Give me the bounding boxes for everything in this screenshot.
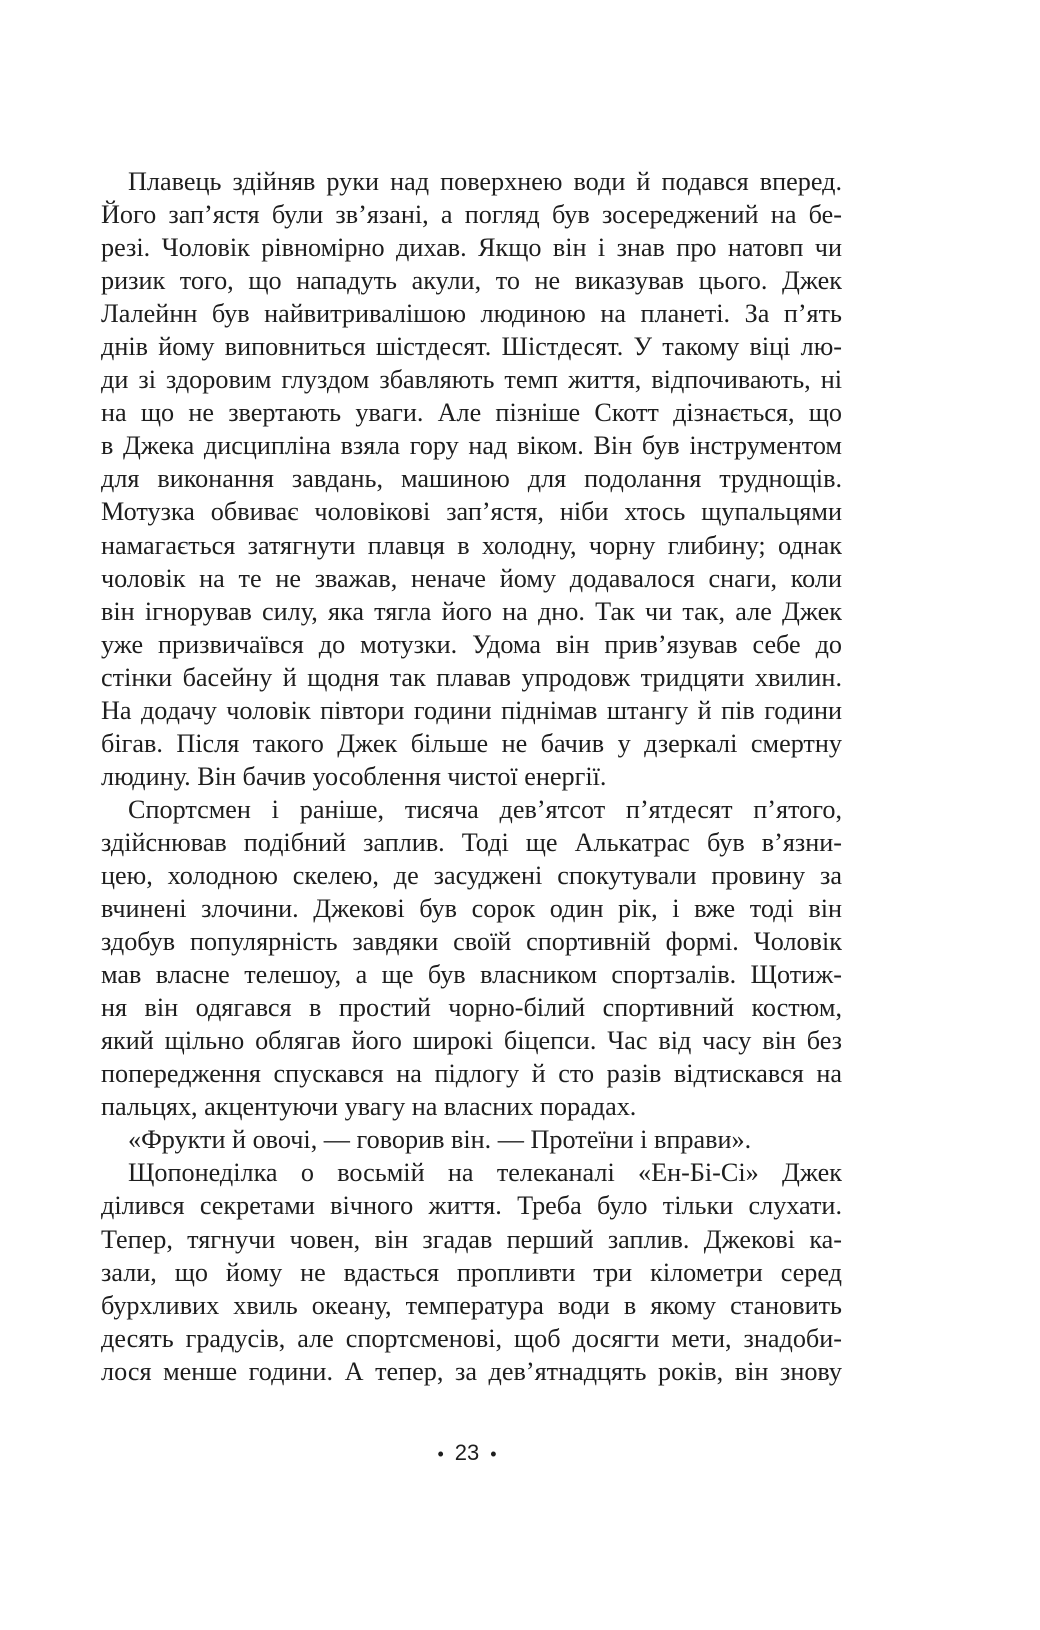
body-text — [101, 165, 842, 1388]
text-line: Плавець здійняв руки над поверхнею води й подався вперед. — [128, 167, 842, 196]
page-number: 23 — [454, 1440, 480, 1465]
paragraph — [101, 793, 842, 1123]
paragraph — [101, 1123, 842, 1156]
text-line: уже призвичаївся до мотузки. Удома він прив’язував себе до — [101, 629, 842, 659]
text-line: для виконання завдань, машиною для подолання труднощів. — [101, 464, 842, 494]
text-line: Його зап’ястя були зв’язані, а погляд був зосереджений на бе- — [101, 200, 842, 230]
text-line: зали, що йому не вдасться пропливти три кілометри серед — [101, 1257, 842, 1287]
text-line: цею, холодною скелею, де засуджені спокутували провину за — [101, 860, 842, 890]
text-line: На додачу чоловік півтори години піднімав штангу й пів години — [101, 695, 842, 725]
text-line: бігав. Після такого Джек більше не бачив у дзеркалі смертну — [101, 728, 842, 758]
text-line: чоловік на те не зважав, неначе йому додавалося снаги, коли — [101, 563, 842, 593]
text-line: людину. Він бачив уособлення чистої енергії. — [101, 761, 607, 791]
text-line: Спортсмен і раніше, тисяча дев’ятсот п’ятдесят п’ятого, — [128, 794, 842, 824]
text-line: здобув популярність завдяки своїй спортивній формі. Чоловік — [101, 927, 842, 957]
text-line: стінки басейну й щодня так плавав упродовж тридцяти хвилин. — [101, 662, 842, 692]
text-line: мав власне телешоу, а ще був власником спортзалів. Щотиж- — [101, 960, 842, 990]
text-line: намагається затягнути плавця в холодну, чорну глибину; однак — [101, 530, 842, 560]
text-line: на що не звертають уваги. Але пізніше Скотт дізнається, що — [101, 398, 842, 428]
text-line: в Джека дисципліна взяла гору над віком. Він був інструментом — [101, 431, 842, 461]
text-line: вчинені злочини. Джекові був сорок один рік, і вже тоді він — [101, 894, 842, 924]
text-line: Лалейнн був найвитривалішою людиною на планеті. За п’ять — [101, 299, 842, 329]
paragraph — [101, 165, 842, 793]
text-line: ділився секретами вічного життя. Треба було тільки слухати. — [101, 1191, 842, 1221]
text-line: лося менше години. А тепер, за дев’ятнадцять років, він знову — [101, 1356, 842, 1386]
text-line: ризик того, що нападуть акули, то не виказував цього. Джек — [101, 266, 842, 296]
paragraph — [101, 1156, 842, 1387]
text-line: попередження спускався на підлогу й сто разів відтискався на — [101, 1059, 842, 1089]
text-line: днів йому виповниться шістдесят. Шістдесят. У такому віці лю- — [101, 332, 842, 362]
text-line: який щільно облягав його широкі біцепси. Час від часу він без — [101, 1026, 842, 1056]
text-line: десять градусів, але спортсменові, щоб досягти мети, знадоби- — [101, 1323, 842, 1353]
text-line: бурхливих хвиль океану, температура води в якому становить — [101, 1290, 842, 1320]
text-line: Мотузка обвиває чоловікові зап’ястя, ніби хтось щупальцями — [101, 497, 842, 527]
text-line: пальцях, акцентуючи увагу на власних порадах. — [101, 1092, 637, 1122]
text-line: ди зі здоровим глуздом збавляють темп життя, відпочивають, ні — [101, 365, 842, 395]
page-number-bullet-right: • — [490, 1444, 497, 1464]
page-number-bullet-left: • — [437, 1444, 444, 1464]
text-line: «Фрукти й овочі, — говорив він. — Протеїни і вправи». — [128, 1125, 752, 1155]
text-line: здійснював подібний заплив. Тоді ще Алькатрас був в’язни- — [101, 827, 842, 857]
page-footer — [0, 1438, 934, 1469]
text-line: Тепер, тягнучи човен, він згадав перший заплив. Джекові ка- — [101, 1224, 842, 1254]
text-line: ня він одягався в простий чорно-білий спортивний костюм, — [101, 993, 842, 1023]
text-line: резі. Чоловік рівномірно дихав. Якщо він і знав про натовп чи — [101, 233, 842, 263]
text-line: Щопонеділка о восьмій на телеканалі «Ен-Бі-Сі» Джек — [128, 1158, 842, 1188]
text-line: він ігнорував силу, яка тягла його на дно. Так чи так, але Джек — [101, 596, 842, 626]
